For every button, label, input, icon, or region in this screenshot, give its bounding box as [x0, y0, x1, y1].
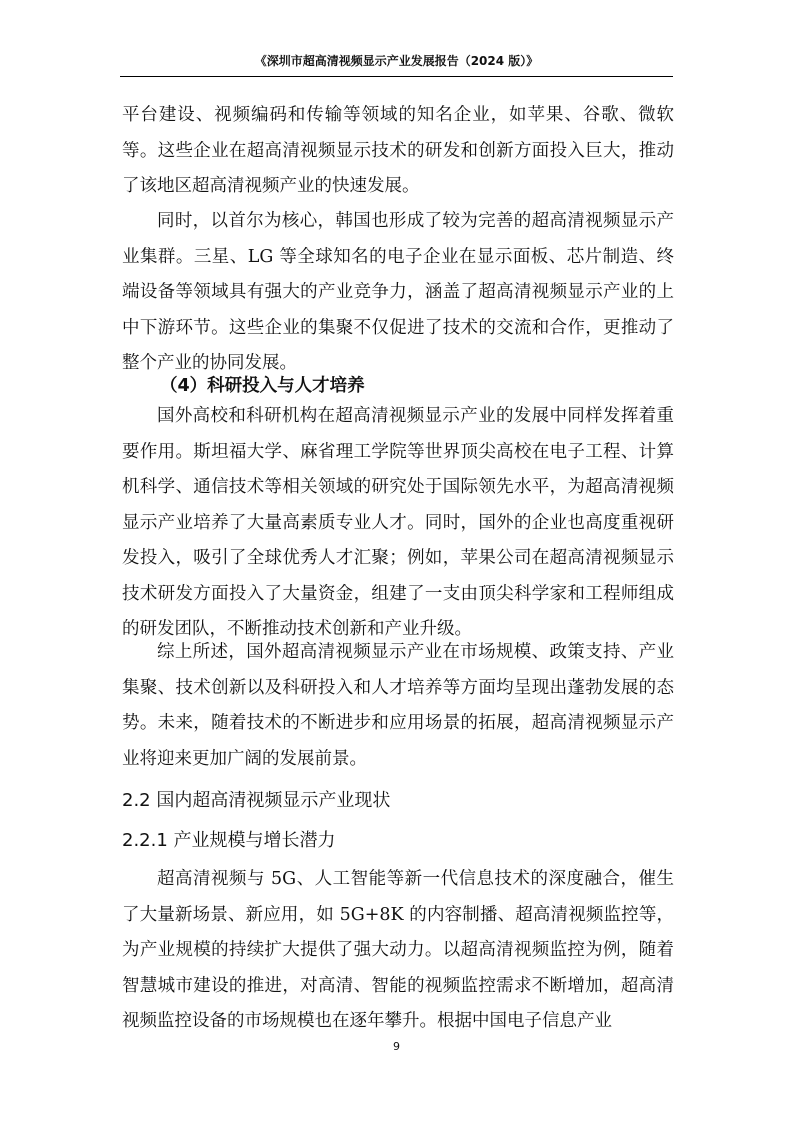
subheading-research-talent: （4）科研投入与人才培养 — [160, 376, 365, 396]
paragraph-1: 平台建设、视频编码和传输等领域的知名企业，如苹果、谷歌、微软等。这些企业在超高清视频显示技术的研发和创新方面投入巨大，推动了该地区超高清视频产业的快速发展。 — [122, 105, 674, 196]
paragraph-5: 超高清视频与 5G、人工智能等新一代信息技术的深度融合，催生了大量新场景、新应用，如 5G+8K 的内容制播、超高清视频监控等，为产业规模的持续扩大提供了强大动力。以超高清视频监控为例，随着智慧城市建设的推进，对高清、智能的视频监控需求不断增加，超高清视频监控设备的市场规模也在逐年攀升。根据中国电子信息产业 — [122, 869, 674, 1031]
paragraph-2: 同时，以首尔为核心，韩国也形成了较为完善的超高清视频显示产业集群。三星、LG 等全球知名的电子企业在显示面板、芯片制造、终端设备等领域具有强大的产业竞争力，涵盖了超高清视频显示产业的上中下游环节。这些企业的集聚不仅促进了技术的交流和合作，更推动了整个产业的协同发展。 — [122, 211, 674, 373]
section-heading-2-2: 2.2 国内超高清视频显示产业现状 — [122, 790, 391, 811]
paragraph-3: 国外高校和科研机构在超高清视频显示产业的发展中同样发挥着重要作用。斯坦福大学、麻省理工学院等世界顶尖高校在电子工程、计算机科学、通信技术等相关领域的研究处于国际领先水平，为超高清视频显示产业培养了大量高素质专业人才。同时，国外的企业也高度重视研发投入，吸引了全球优秀人才汇聚；例如，苹果公司在超高清视频显示技术研发方面投入了大量资金，组建了一支由顶尖科学家和工程师组成的研发团队，不断推动技术创新和产业升级。 — [122, 406, 674, 639]
page-number: 9 — [393, 1040, 400, 1053]
running-header: 《深圳市超高清视频显示产业发展报告（2024 版）》 — [254, 54, 539, 68]
header-rule — [120, 76, 673, 77]
section-heading-2-2-1: 2.2.1 产业规模与增长潜力 — [122, 830, 336, 851]
paragraph-4: 综上所述，国外超高清视频显示产业在市场规模、政策支持、产业集聚、技术创新以及科研投入和人才培养等方面均呈现出蓬勃发展的态势。未来，随着技术的不断进步和应用场景的拓展，超高清视频显示产业将迎来更加广阔的发展前景。 — [122, 642, 674, 769]
